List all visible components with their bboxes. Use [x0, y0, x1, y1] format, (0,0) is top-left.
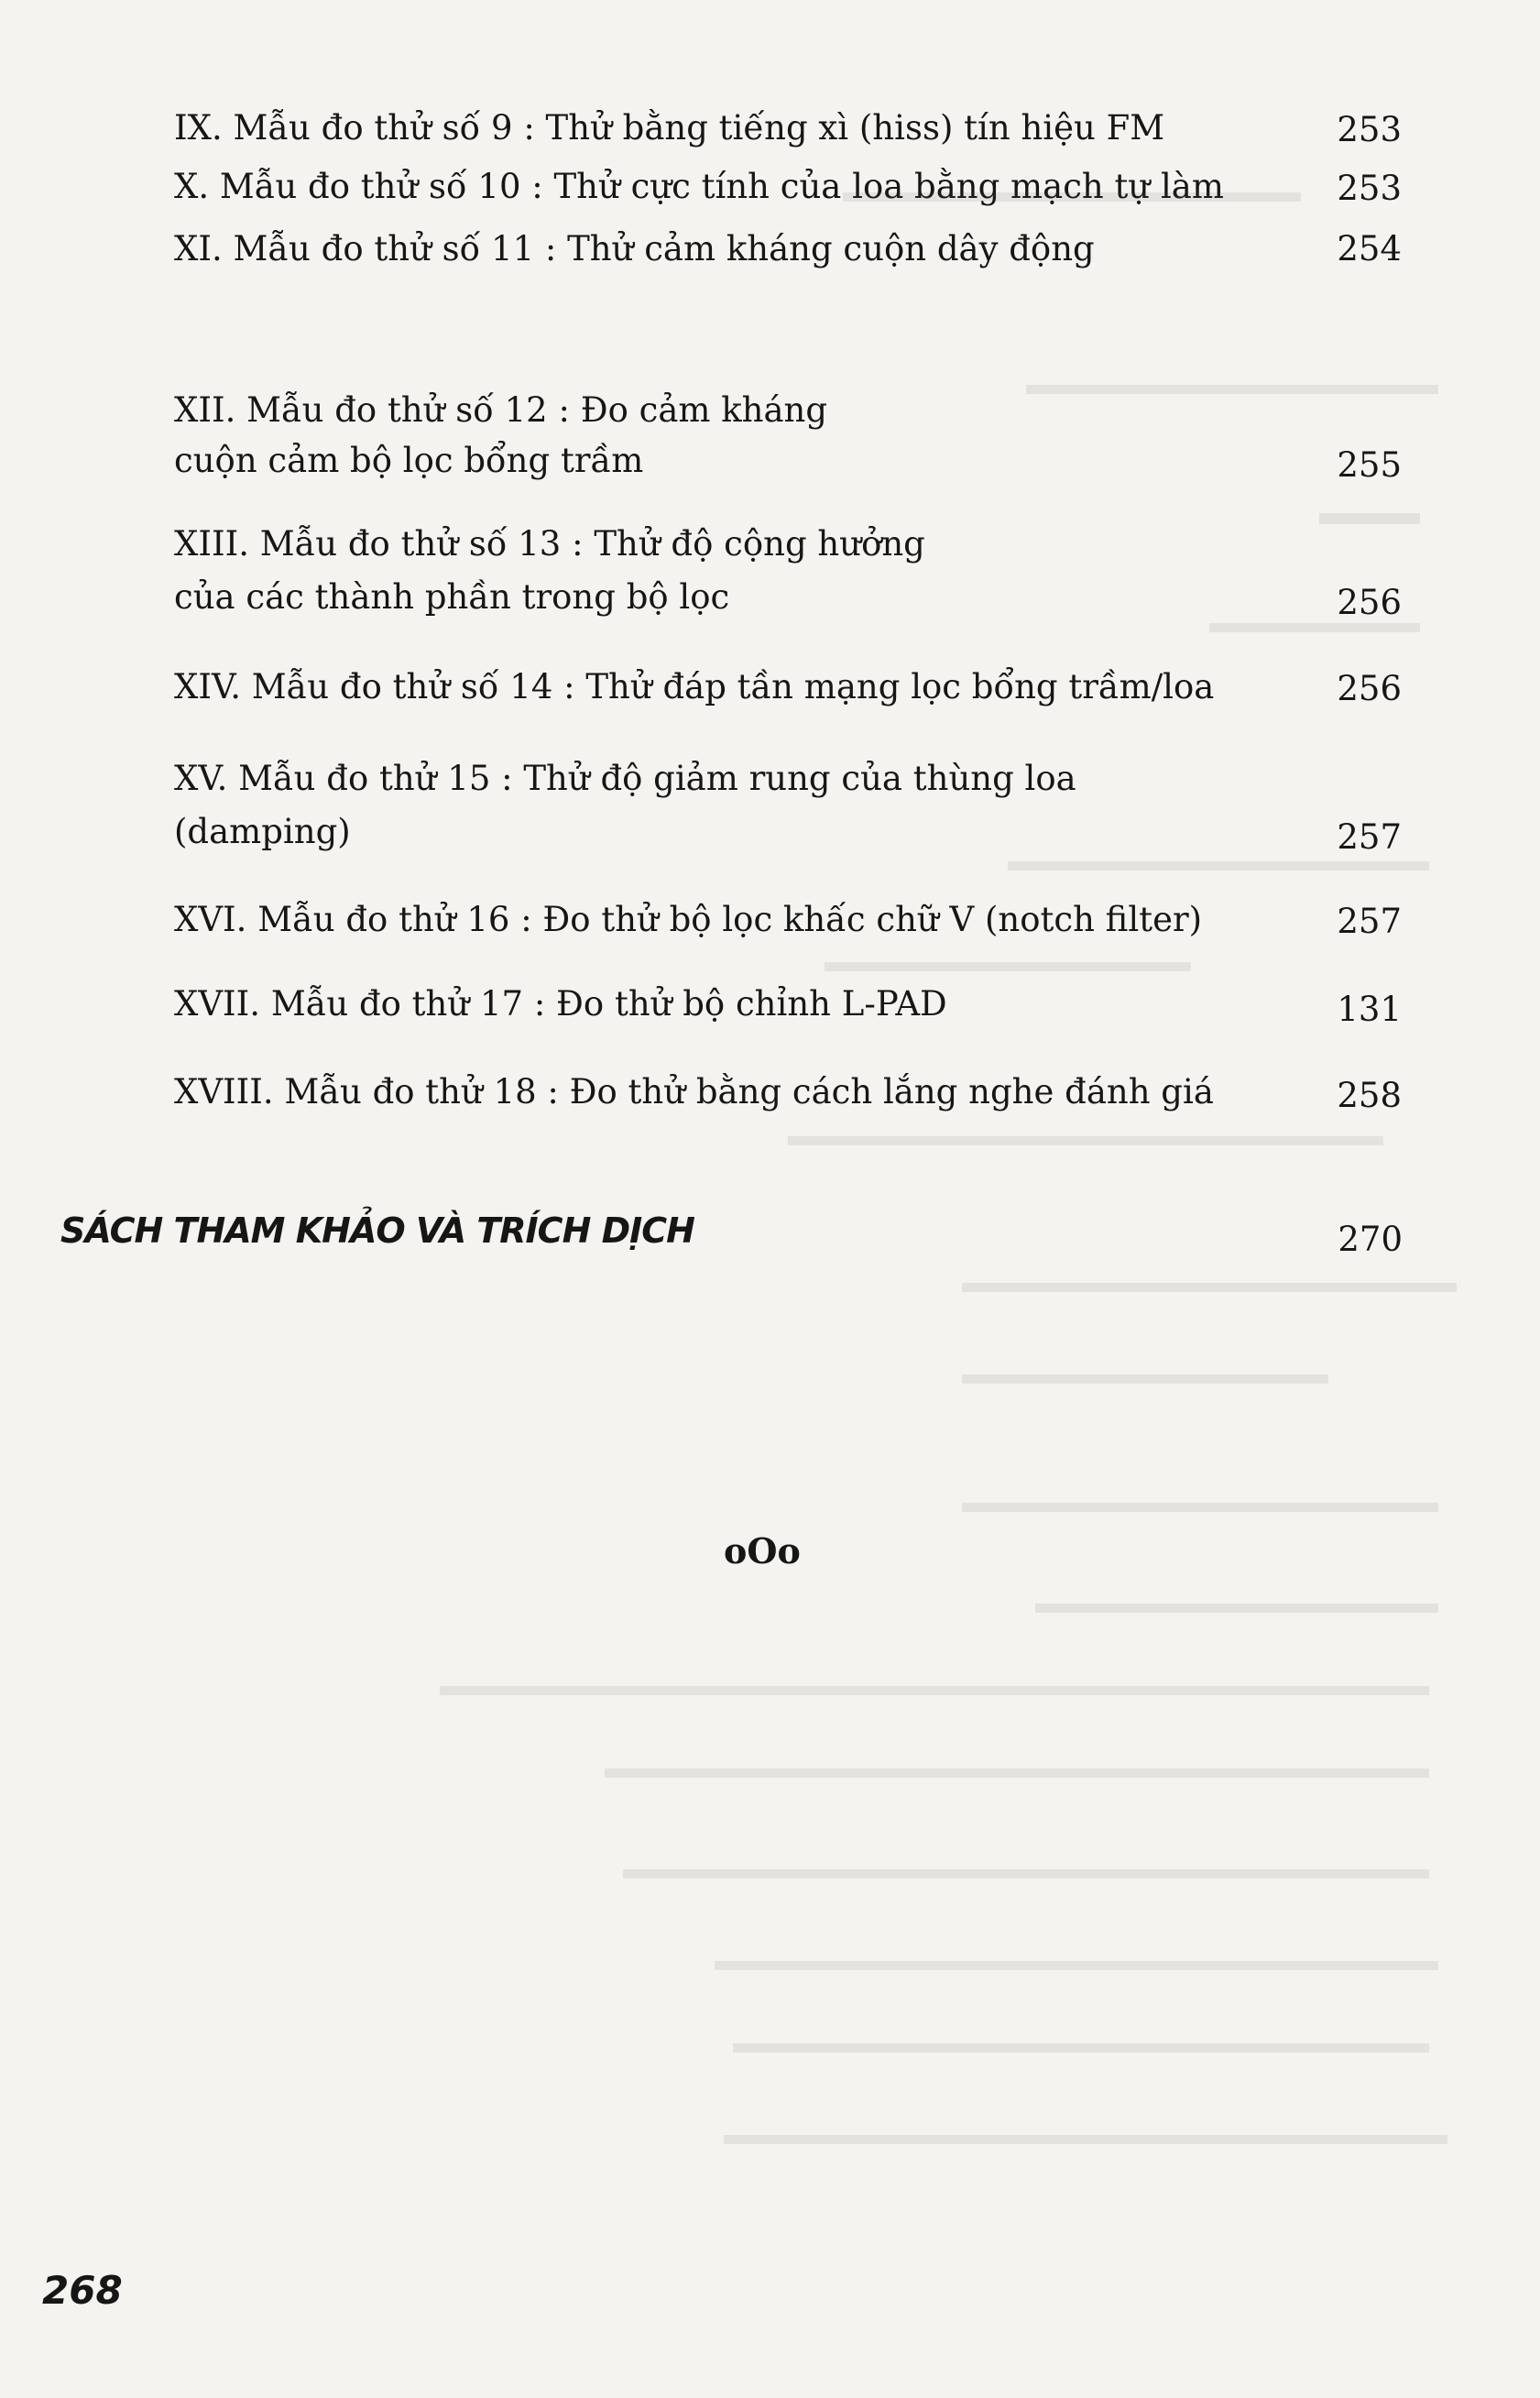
toc-entry-page: 131	[1337, 990, 1402, 1029]
toc-entry-text-line1: XII. Mẫu đo thử số 12 : Đo cảm kháng	[174, 390, 828, 430]
page-number: 268	[42, 2268, 123, 2313]
toc-entry-page: 253	[1337, 110, 1402, 149]
toc-entry-text: X. Mẫu đo thử số 10 : Thử cực tính của loa bằng mạch tự làm	[174, 167, 1224, 206]
toc-entry-text-line1: XIII. Mẫu đo thử số 13 : Thử độ cộng hưởng	[174, 524, 925, 564]
toc-entry-text: IX. Mẫu đo thử số 9 : Thử bằng tiếng xì (hiss) tín hiệu FM	[174, 108, 1165, 148]
toc-entry-page: 254	[1337, 229, 1402, 268]
toc-entry-page: 257	[1337, 902, 1402, 941]
toc-entry-text-line2: của các thành phần trong bộ lọc	[174, 577, 730, 617]
toc-entry-page: 253	[1337, 169, 1402, 208]
toc-entry-text: XVII. Mẫu đo thử 17 : Đo thử bộ chỉnh L-PAD	[174, 984, 947, 1024]
toc-entry-text: XIV. Mẫu đo thử số 14 : Thử đáp tần mạng lọc bổng trầm/loa	[174, 667, 1215, 706]
toc-entry-page: 255	[1337, 445, 1402, 485]
toc-entry-text: XVIII. Mẫu đo thử 18 : Đo thử bằng cách lắng nghe đánh giá	[174, 1072, 1214, 1111]
toc-entry-page: 256	[1337, 669, 1402, 708]
toc-entry-text: XVI. Mẫu đo thử 16 : Đo thử bộ lọc khấc chữ V (notch filter)	[174, 900, 1203, 939]
toc-entry-text-line2: (damping)	[174, 812, 351, 851]
toc-entry-page: 256	[1337, 583, 1402, 622]
toc-entry-page: 258	[1337, 1076, 1402, 1115]
toc-entry-page: 257	[1337, 817, 1402, 857]
toc-entry-text-line1: XV. Mẫu đo thử 15 : Thử độ giảm rung của thùng loa	[174, 759, 1076, 798]
section-separator: oOo	[724, 1530, 801, 1571]
toc-entry-text-line2: cuộn cảm bộ lọc bổng trầm	[174, 441, 644, 480]
references-page: 270	[1338, 1220, 1403, 1259]
toc-entry-text: XI. Mẫu đo thử số 11 : Thử cảm kháng cuộn dây động	[174, 229, 1095, 268]
references-heading: SÁCH THAM KHẢO VÀ TRÍCH DỊCH	[60, 1210, 694, 1251]
